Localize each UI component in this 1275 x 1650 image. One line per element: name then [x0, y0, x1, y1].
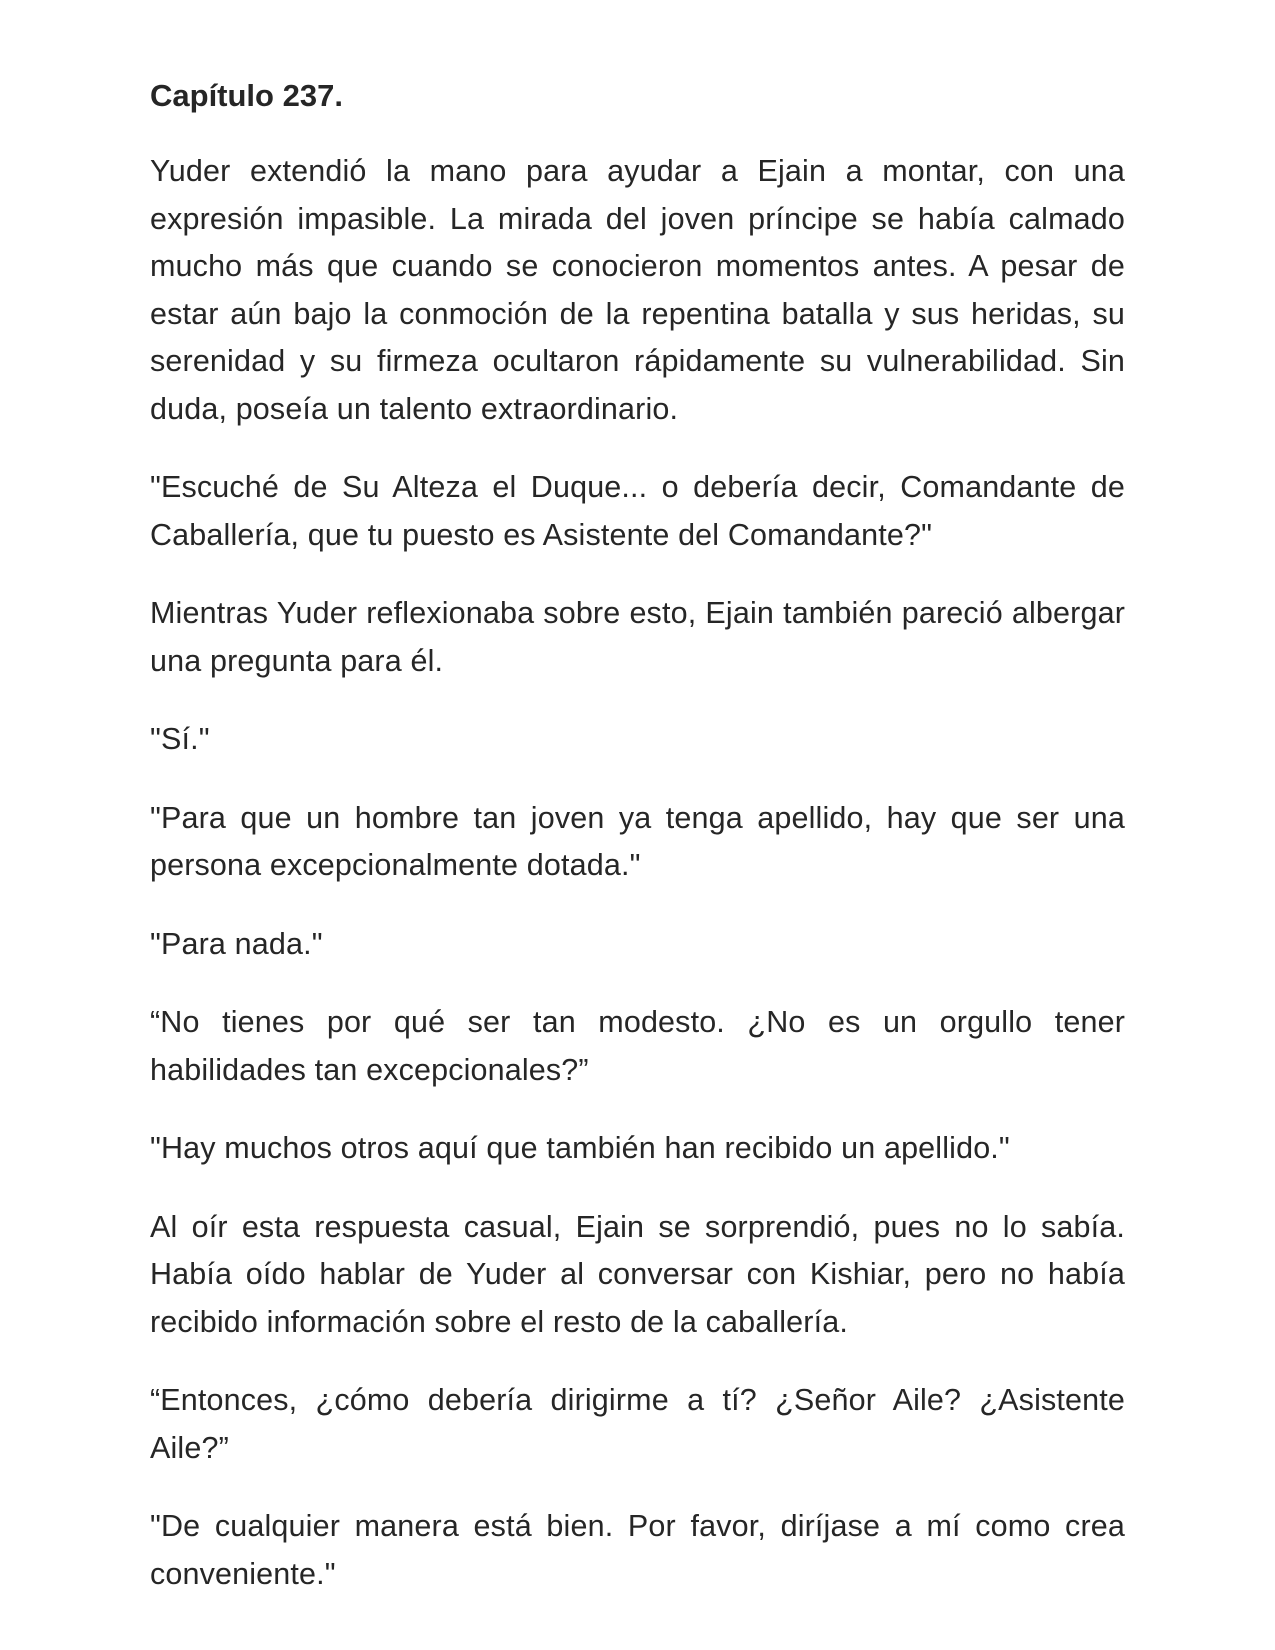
paragraph: "De cualquier manera está bien. Por favor, diríjase a mí como crea conveniente."	[150, 1509, 1125, 1591]
paragraph: "Para que un hombre tan joven ya tenga apellido, hay que ser una persona excepcionalmente dotada."	[150, 800, 1125, 882]
paragraph: "Escuché de Su Alteza el Duque... o debería decir, Comandante de Caballería, que tu puesto es Asistente del Comandante?"	[150, 470, 1125, 552]
paragraph: “Entonces, ¿cómo debería dirigirme a tí? ¿Señor Aile? ¿Asistente Aile?”	[150, 1383, 1125, 1465]
chapter-title: Capítulo 237.	[150, 78, 343, 113]
paragraph: Mientras Yuder reflexionaba sobre esto, Ejain también pareció albergar una pregunta para él.	[150, 596, 1125, 678]
paragraph: "Para nada."	[150, 926, 323, 961]
paragraph: Al oír esta respuesta casual, Ejain se sorprendió, pues no lo sabía. Había oído hablar de Yuder al conversar con Kishiar, pero no había recibido información sobre el resto de la caballería.	[150, 1209, 1125, 1339]
paragraph: “No tienes por qué ser tan modesto. ¿No es un orgullo tener habilidades tan excepcionales?”	[150, 1005, 1125, 1087]
paragraph: "Hay muchos otros aquí que también han recibido un apellido."	[150, 1131, 1010, 1165]
paragraph: Yuder extendió la mano para ayudar a Ejain a montar, con una expresión impasible. La mirada del joven príncipe se había calmado mucho más que cuando se conocieron momentos antes. A pesar de estar aún bajo la conmoción de la repentina batalla y sus heridas, su serenidad y su firmeza ocultaron rápidamente su vulnerabilidad. Sin duda, poseía un talento extraordinario.	[150, 154, 1125, 426]
document-page	[150, 72, 1125, 1629]
paragraph: "Sí."	[150, 722, 210, 756]
